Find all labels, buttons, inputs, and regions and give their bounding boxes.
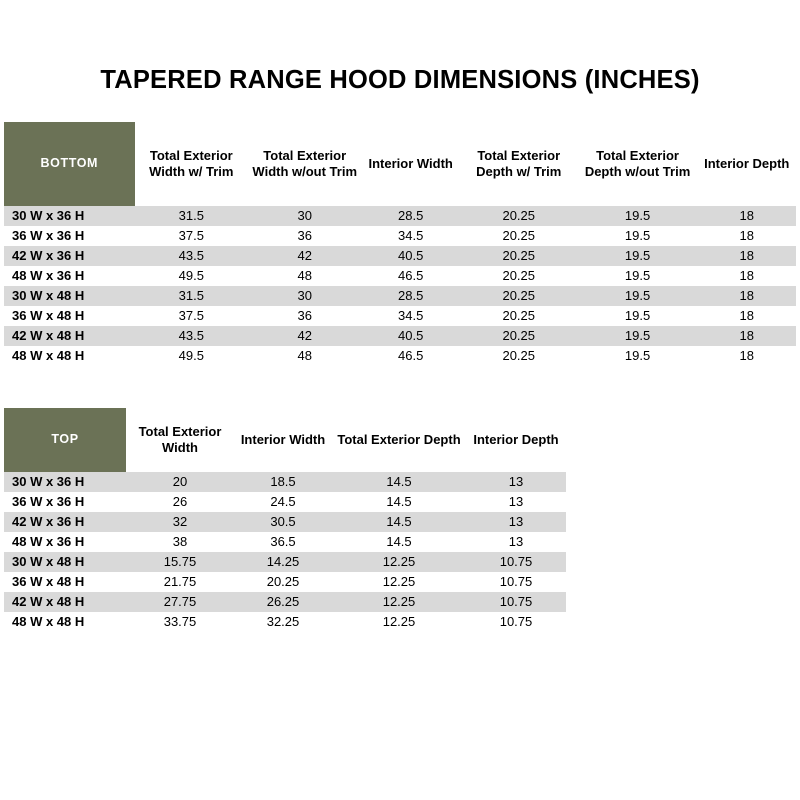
table-cell: 31.5: [135, 286, 248, 306]
row-label: 42 W x 36 H: [4, 512, 126, 532]
table-cell: 40.5: [361, 326, 459, 346]
table-row: [4, 552, 796, 572]
table-header-row: [4, 122, 796, 206]
column-header: Total Exterior Width: [126, 408, 234, 472]
row-spacer: [566, 492, 796, 512]
bottom-table-body: [4, 206, 796, 366]
table-cell: 38: [126, 532, 234, 552]
table-cell: 46.5: [361, 266, 459, 286]
table-cell: 10.75: [466, 592, 566, 612]
table-row: [4, 326, 796, 346]
table-cell: 19.5: [578, 306, 698, 326]
table-cell: 20.25: [460, 326, 578, 346]
table-cell: 19.5: [578, 226, 698, 246]
table-cell: 19.5: [578, 286, 698, 306]
row-label: 48 W x 36 H: [4, 266, 135, 286]
top-dimensions-table: [4, 408, 796, 632]
row-label: 30 W x 48 H: [4, 552, 126, 572]
table-cell: 20: [126, 472, 234, 492]
table-cell: 20.25: [460, 226, 578, 246]
table-row: [4, 206, 796, 226]
row-label: 48 W x 48 H: [4, 612, 126, 632]
row-label: 36 W x 36 H: [4, 492, 126, 512]
table-cell: 13: [466, 472, 566, 492]
table-row: [4, 492, 796, 512]
table-cell: 18: [697, 306, 796, 326]
row-label: 36 W x 36 H: [4, 226, 135, 246]
header-spacer: [566, 408, 796, 472]
top-table-body: [4, 472, 796, 632]
row-label: 30 W x 48 H: [4, 286, 135, 306]
table-cell: 31.5: [135, 206, 248, 226]
table-row: [4, 286, 796, 306]
page-title: TAPERED RANGE HOOD DIMENSIONS (INCHES): [100, 66, 700, 94]
table-cell: 36: [248, 226, 361, 246]
row-spacer: [566, 572, 796, 592]
table-row: [4, 246, 796, 266]
table-cell: 14.5: [332, 532, 466, 552]
table-cell: 34.5: [361, 306, 459, 326]
table-cell: 20.25: [460, 346, 578, 366]
row-label: 36 W x 48 H: [4, 572, 126, 592]
table-cell: 42: [248, 246, 361, 266]
bottom-table-header: [4, 122, 796, 206]
table-cell: 28.5: [361, 286, 459, 306]
table-cell: 18.5: [234, 472, 332, 492]
table-row: [4, 306, 796, 326]
row-label: 30 W x 36 H: [4, 472, 126, 492]
table-row: [4, 532, 796, 552]
table-cell: 33.75: [126, 612, 234, 632]
row-spacer: [566, 472, 796, 492]
table-cell: 10.75: [466, 612, 566, 632]
table-header-row: [4, 408, 796, 472]
table-cell: 20.25: [460, 206, 578, 226]
table-cell: 12.25: [332, 612, 466, 632]
table-cell: 37.5: [135, 306, 248, 326]
column-header: Interior Width: [361, 122, 459, 206]
table-cell: 19.5: [578, 206, 698, 226]
table-cell: 20.25: [234, 572, 332, 592]
row-spacer: [566, 612, 796, 632]
table-cell: 34.5: [361, 226, 459, 246]
table-cell: 43.5: [135, 246, 248, 266]
top-table-container: [0, 408, 800, 632]
table-cell: 14.5: [332, 512, 466, 532]
table-cell: 12.25: [332, 552, 466, 572]
table-cell: 20.25: [460, 286, 578, 306]
table-cell: 32.25: [234, 612, 332, 632]
top-corner-label: TOP: [4, 408, 126, 472]
table-row: [4, 346, 796, 366]
table-cell: 18: [697, 286, 796, 306]
column-header: Total Exterior Width w/out Trim: [248, 122, 361, 206]
table-cell: 14.25: [234, 552, 332, 572]
table-cell: 18: [697, 206, 796, 226]
column-header: Interior Depth: [697, 122, 796, 206]
table-cell: 18: [697, 266, 796, 286]
row-spacer: [566, 512, 796, 532]
row-label: 30 W x 36 H: [4, 206, 135, 226]
table-cell: 36: [248, 306, 361, 326]
table-cell: 30.5: [234, 512, 332, 532]
table-cell: 14.5: [332, 472, 466, 492]
table-cell: 20.25: [460, 266, 578, 286]
table-cell: 27.75: [126, 592, 234, 612]
table-cell: 18: [697, 226, 796, 246]
table-cell: 42: [248, 326, 361, 346]
table-cell: 18: [697, 326, 796, 346]
row-spacer: [566, 592, 796, 612]
row-label: 42 W x 48 H: [4, 592, 126, 612]
table-cell: 30: [248, 286, 361, 306]
row-label: 48 W x 36 H: [4, 532, 126, 552]
table-row: [4, 472, 796, 492]
table-cell: 18: [697, 346, 796, 366]
table-cell: 19.5: [578, 346, 698, 366]
table-cell: 32: [126, 512, 234, 532]
row-label: 48 W x 48 H: [4, 346, 135, 366]
table-row: [4, 612, 796, 632]
table-cell: 48: [248, 266, 361, 286]
table-cell: 30: [248, 206, 361, 226]
table-cell: 20.25: [460, 306, 578, 326]
bottom-table-container: [0, 122, 800, 366]
table-row: [4, 592, 796, 612]
table-cell: 40.5: [361, 246, 459, 266]
table-cell: 48: [248, 346, 361, 366]
table-cell: 19.5: [578, 266, 698, 286]
table-cell: 19.5: [578, 246, 698, 266]
table-cell: 20.25: [460, 246, 578, 266]
column-header: Interior Depth: [466, 408, 566, 472]
table-cell: 28.5: [361, 206, 459, 226]
column-header: Total Exterior Depth w/out Trim: [578, 122, 698, 206]
row-spacer: [566, 552, 796, 572]
row-label: 36 W x 48 H: [4, 306, 135, 326]
column-header: Total Exterior Depth: [332, 408, 466, 472]
table-cell: 13: [466, 532, 566, 552]
table-cell: 12.25: [332, 572, 466, 592]
row-label: 42 W x 36 H: [4, 246, 135, 266]
table-row: [4, 226, 796, 246]
column-header: Total Exterior Width w/ Trim: [135, 122, 248, 206]
table-cell: 10.75: [466, 572, 566, 592]
table-row: [4, 512, 796, 532]
table-cell: 49.5: [135, 266, 248, 286]
table-cell: 19.5: [578, 326, 698, 346]
bottom-corner-label: BOTTOM: [4, 122, 135, 206]
table-cell: 13: [466, 512, 566, 532]
table-cell: 26: [126, 492, 234, 512]
bottom-dimensions-table: [4, 122, 796, 366]
table-row: [4, 572, 796, 592]
table-cell: 36.5: [234, 532, 332, 552]
table-cell: 13: [466, 492, 566, 512]
table-cell: 49.5: [135, 346, 248, 366]
table-cell: 15.75: [126, 552, 234, 572]
table-cell: 46.5: [361, 346, 459, 366]
table-cell: 14.5: [332, 492, 466, 512]
table-cell: 43.5: [135, 326, 248, 346]
table-cell: 18: [697, 246, 796, 266]
table-row: [4, 266, 796, 286]
top-table-header: [4, 408, 796, 472]
table-cell: 21.75: [126, 572, 234, 592]
row-label: 42 W x 48 H: [4, 326, 135, 346]
table-cell: 24.5: [234, 492, 332, 512]
table-cell: 12.25: [332, 592, 466, 612]
row-spacer: [566, 532, 796, 552]
column-header: Total Exterior Depth w/ Trim: [460, 122, 578, 206]
table-cell: 10.75: [466, 552, 566, 572]
table-cell: 26.25: [234, 592, 332, 612]
column-header: Interior Width: [234, 408, 332, 472]
table-cell: 37.5: [135, 226, 248, 246]
